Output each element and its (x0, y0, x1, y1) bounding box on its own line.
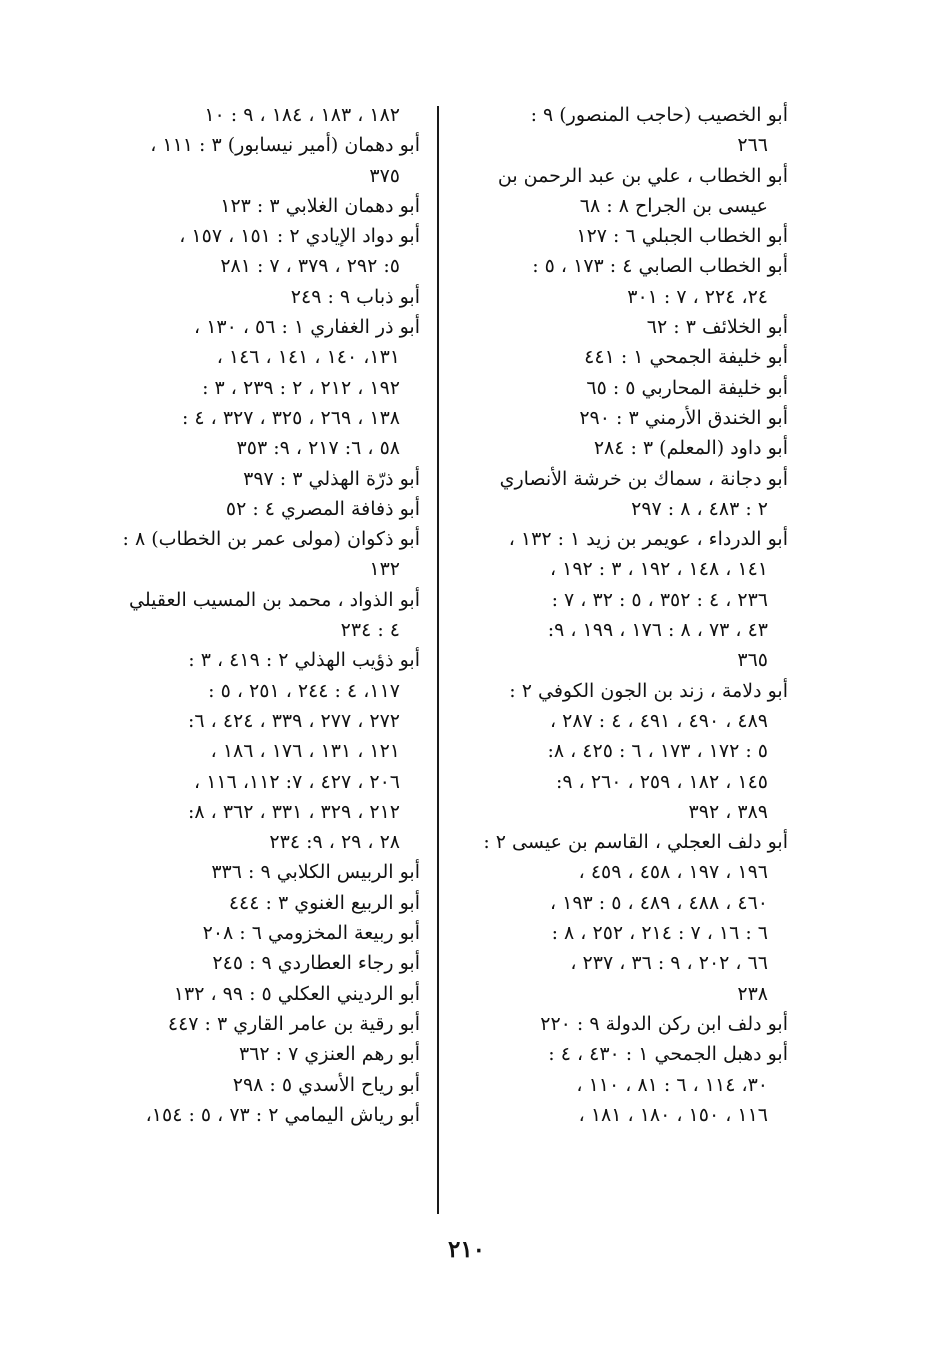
index-entry: أبو الربيس الكلابي ٩ : ٣٣٦ (211, 861, 420, 884)
index-entry: أبو ذكوان (مولى عمر بن الخطاب) ٨ : (122, 528, 420, 551)
index-entry-continuation: ٥٨ ، ٦: ٢١٧ ، ٩: ٣٥٣ (236, 437, 400, 460)
right-column (455, 100, 788, 1130)
index-entry: أبو رياح الأسدي ٥ : ٢٩٨ (232, 1073, 420, 1096)
index-entry: أبو الخصيب (حاجب المنصور) ٩ : (530, 104, 788, 126)
index-entry: أبو الخندق الأرمني ٣ : ٢٩٠ (579, 406, 788, 429)
index-entry: أبو الخطاب الصابي ٤ : ١٧٣ ، ٥ : (532, 255, 788, 278)
index-entry-continuation: ١٢١ ، ١٣١ ، ١٧٦ ، ١٨٦ ، (210, 740, 400, 763)
index-entry-continuation: عيسى بن الجراح ٨ : ٦٨ (579, 194, 768, 217)
index-entry-continuation: ٢٧٢ ، ٢٧٧ ، ٣٣٩ ، ٤٢٤ ، ٦: (188, 709, 400, 732)
index-entry-continuation: ١٩٢ ، ٢١٢ ، ٢ : ٢٣٩ ، ٣ : (202, 376, 400, 399)
index-entry: أبو الذواد ، محمد بن المسيب العقيلي (129, 588, 420, 611)
index-entry-continuation: ١٣٨ ، ٢٦٩ ، ٣٢٥ ، ٣٢٧ ، ٤ : (181, 406, 400, 429)
index-entry: أبو الخطاب ، علي بن عبد الرحمن بن (497, 164, 788, 187)
index-entry-continuation: ٥: ٢٩٢ ، ٣٧٩ ، ٧ : ٢٨١ (220, 255, 400, 278)
index-entry-continuation: ٣٦٥ (737, 649, 768, 672)
index-entry-continuation: ٦٦ ، ٢٠٢ ، ٩ : ٣٦ ، ٢٣٧ ، (570, 952, 768, 975)
index-entry: أبو دهمان (أمير نيسابور) ٣ : ١١١ ، (150, 134, 420, 157)
index-entry: أبو رهم العنزي ٧ : ٣٦٢ (239, 1043, 420, 1066)
index-entry: أبو دهبل الجمحي ١ : ٤٣٠ ، ٤ : (548, 1043, 788, 1066)
index-entry-continuation: ١٩٦ ، ١٩٧ ، ٤٥٨ ، ٤٥٩ ، (578, 861, 768, 884)
index-entry-continuation: ٢١٢ ، ٣٢٩ ، ٣٣١ ، ٣٦٢ ، ٨: (188, 800, 400, 823)
index-entry: أبو خليفة المحاربي ٥ : ٦٥ (586, 376, 788, 399)
index-entry: أبو داود (المعلم) ٣ : ٢٨٤ (593, 437, 788, 460)
index-entry: أبو الربيع الغنوي ٣ : ٤٤٤ (228, 891, 420, 914)
index-entry: أبو ربيعة المخزومي ٦ : ٢٠٨ (202, 922, 420, 945)
index-entry: أبو دهمان الغلابي ٣ : ١٢٣ (220, 194, 420, 217)
index-entry-continuation: ٥ : ١٧٢ ، ١٧٣ ، ٦ : ٤٢٥ ، ٨: (547, 740, 768, 763)
index-entry: أبو الخلائف ٣ : ٦٢ (646, 316, 788, 339)
index-entry: أبو دواد الإيادي ٢ : ١٥١ ، ١٥٧ ، (179, 225, 420, 248)
index-entry-continuation: ٣٠، ١١٤ ، ٦ : ٨١ ، ١١٠ ، (576, 1073, 768, 1096)
index-entry-continuation: ٤٣ ، ٧٣ ، ٨ : ١٧٦ ، ١٩٩ ، ٩: (547, 619, 768, 642)
column-divider (437, 106, 439, 1214)
index-entry-continuation: ١١٧، ٤ : ٢٤٤ ، ٢٥١ ، ٥ : (208, 679, 400, 702)
index-entry: أبو الدرداء ، عويمر بن زيد ١ : ١٣٢ ، (508, 528, 788, 551)
index-entry-continuation: ١٨٢ ، ١٨٣ ، ١٨٤ ، ٩ : ١٠ (204, 104, 400, 126)
left-column (82, 100, 420, 1130)
index-entry-continuation: ٦ : ١٦ ، ٧ : ٢١٤ ، ٢٥٢ ، ٨ : (551, 922, 768, 945)
index-entry-continuation: ٣٧٥ (369, 164, 400, 187)
index-entry: أبو ذؤيب الهذلي ٢ : ٤١٩ ، ٣ : (188, 649, 420, 672)
index-entry: أبو ذر الغفاري ١ : ٥٦ ، ١٣٠ ، (194, 316, 420, 339)
index-entry-continuation: ٤ : ٢٣٤ (340, 619, 400, 642)
index-entry-continuation: ٢٣٨ (737, 982, 768, 1005)
index-entry-continuation: ٢٦٦ (737, 134, 768, 157)
index-entry: أبو الخطاب الجبلي ٦ : ١٢٧ (576, 225, 788, 248)
index-entry: أبو الرديني العكلي ٥ : ٩٩ ، ١٣٢ (173, 982, 420, 1005)
index-entry: أبو رجاء العطاردي ٩ : ٢٤٥ (212, 952, 420, 975)
index-entry: أبو دلامة ، زند بن الجون الكوفي ٢ : (509, 679, 788, 702)
index-entry-continuation: ١٤٥ ، ١٨٢ ، ٢٥٩ ، ٢٦٠ ، ٩: (556, 770, 768, 793)
index-entry-continuation: ١٣٢ (369, 558, 400, 581)
page-number: ٢١٠ (447, 1236, 486, 1263)
index-entry-continuation: ٢٤، ٢٢٤ ، ٧ : ٣٠١ (627, 285, 768, 308)
index-entry: أبو ذرّة الهذلي ٣ : ٣٩٧ (243, 467, 420, 490)
index-entry-continuation: ١٤١ ، ١٤٨ ، ١٩٢ ، ٣ : ١٩٢ ، (549, 558, 768, 581)
index-entry: أبو رقية بن عامر القاري ٣ : ٤٤٧ (167, 1012, 420, 1035)
index-entry-continuation: ١٣١، ١٤٠ ، ١٤١ ، ١٤٦ ، (216, 346, 400, 369)
index-entry: أبو خليفة الجمحي ١ : ٤٤١ (584, 346, 788, 369)
index-entry: أبو دلف ابن ركن الدولة ٩ : ٢٢٠ (540, 1012, 788, 1035)
index-entry-continuation: ٣٨٩ ، ٣٩٢ (688, 800, 768, 823)
index-entry: أبو رياش اليمامي ٢ : ٧٣ ، ٥ : ١٥٤، (145, 1103, 420, 1126)
index-entry: أبو دلف العجلي ، القاسم بن عيسى ٢ : (483, 831, 788, 854)
index-entry: أبو ذفافة المصري ٤ : ٥٢ (225, 497, 420, 520)
index-entry-continuation: ٢٣٦ ، ٤ : ٣٥٢ ، ٥ : ٣٢ ، ٧ : (551, 588, 768, 611)
index-entry-continuation: ٢ : ٤٨٣ ، ٨ : ٢٩٧ (631, 497, 768, 520)
index-entry-continuation: ٤٨٩ ، ٤٩٠ ، ٤٩١ ، ٤ : ٢٨٧ ، (549, 709, 768, 732)
index-entry-continuation: ٢٠٦ ، ٤٢٧ ، ٧: ١١٢، ١١٦ ، (194, 770, 400, 793)
index-entry: أبو ذباب ٩ : ٢٤٩ (290, 285, 420, 308)
index-entry-continuation: ١١٦ ، ١٥٠ ، ١٨٠ ، ١٨١ ، (578, 1103, 768, 1126)
index-entry-continuation: ٤٦٠ ، ٤٨٨ ، ٤٨٩ ، ٥ : ١٩٣ ، (549, 891, 768, 914)
index-entry-continuation: ٢٨ ، ٢٩ ، ٩: ٢٣٤ (269, 831, 400, 854)
index-entry: أبو دجانة ، سماك بن خرشة الأنصاري (499, 467, 788, 490)
